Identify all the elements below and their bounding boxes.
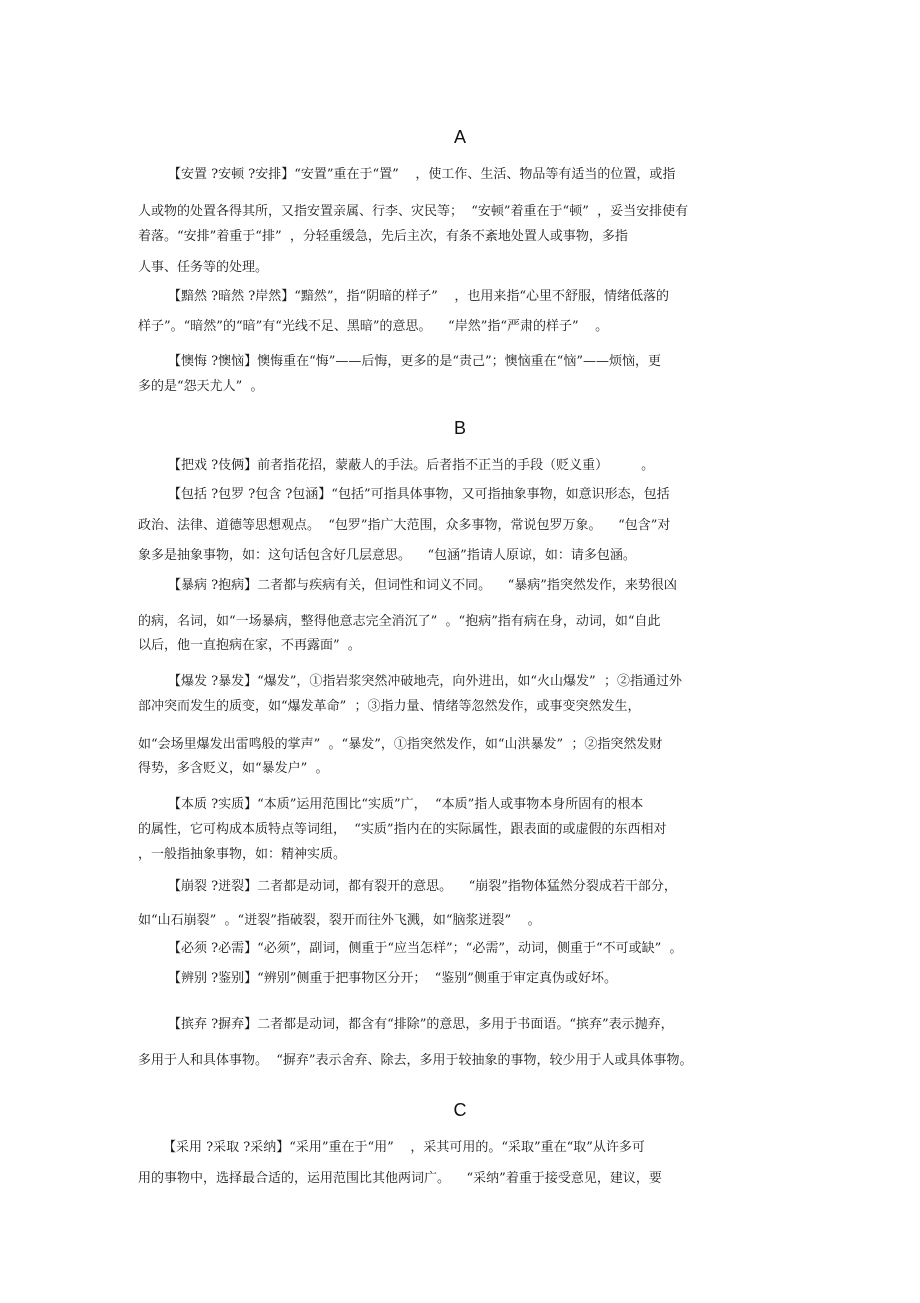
- text-line: 【把戏 ?伎俩】前者指花招，蒙蔽人的手法。后者指不正当的手段（贬义重） 。: [168, 458, 655, 473]
- text-line: 如“山石崩裂” 。“迸裂”指破裂，裂开而往外飞溅，如“脑浆迸裂” 。: [138, 913, 541, 928]
- section-heading-c: C: [453, 1100, 467, 1120]
- text-line: 【采用 ?采取 ?采纳】“采用”重在于“用” ，采其可用的。“采取”重在“取”从许多可: [163, 1140, 645, 1155]
- text-line: 用的事物中，选择最合适的，运用范围比其他两词广。 “采纳”着重于接受意见，建议，要: [138, 1171, 662, 1186]
- text-line: 样子”。“暗然”的“暗”有“光线不足、黑暗”的意思。 “岸然”指“严肃的样子” 。: [138, 319, 609, 334]
- text-line: 得势，多含贬义，如“暴发户” 。: [138, 761, 329, 776]
- text-line: 【摈弃 ?摒弃】二者都是动词，都含有“排除”的意思，多用于书面语。“摈弃”表示抛弃，: [168, 1017, 674, 1032]
- text-line: 的属性，它可构成本质特点等词组， “实质”指内在的实际属性，跟表面的或虚假的东西相对: [138, 822, 667, 837]
- text-line: 【包括 ?包罗 ?包含 ?包涵】“包括”可指具体事物，又可指抽象事物，如意识形态，包括: [168, 487, 670, 502]
- text-line: ，一般指抽象事物，如：精神实质。: [138, 847, 347, 862]
- text-line: 【安置 ?安顿 ?安排】“安置”重在于“置” ，使工作、生活、物品等有适当的位置，或指: [168, 167, 676, 182]
- text-line: 象多是抽象事物，如：这句话包含好几层意思。 “包涵”指请人原谅，如：请多包涵。: [138, 548, 636, 563]
- text-line: 以后，他一直抱病在家，不再露面” 。: [138, 638, 361, 653]
- text-line: 的病，名词，如“一场暴病，整得他意志完全消沉了” 。“抱病”指有病在身，动词，如“自此: [138, 614, 661, 629]
- text-line: 【辨别 ?鉴别】“辨别”侧重于把事物区分开； “鉴别”侧重于审定真伪或好坏。: [168, 971, 617, 986]
- text-line: 政治、法律、道德等思想观点。 “包罗”指广大范围，众多事物，常说包罗万象。 “包含”对: [138, 518, 671, 533]
- section-heading-a: A: [453, 127, 466, 147]
- text-line: 【崩裂 ?迸裂】二者都是动词，都有裂开的意思。 “崩裂”指物体猛然分裂成若干部分，: [168, 879, 677, 894]
- text-line: 多的是“怨天尤人” 。: [138, 379, 264, 394]
- text-line: 【黯然 ?暗然 ?岸然】“黯然”，指“阴暗的样子” ，也用来指“心里不舒服，情绪低落的: [168, 289, 669, 304]
- text-line: 着落。“安排”着重于“排” ，分轻重缓急，先后主次，有条不紊地处置人或事物，多指: [138, 229, 628, 244]
- text-line: 部冲突而发生的质变，如“爆发革命” ；③指力量、情绪等忽然发作，或事变突然发生，: [138, 699, 641, 714]
- text-line: 多用于人和具体事物。 “摒弃”表示舍弃、除去，多用于较抽象的事物，较少用于人或具体事物。: [138, 1053, 693, 1068]
- text-line: 【必须 ?必需】“必须”，副词，侧重于“应当怎样”；“必需”，动词，侧重于“不可或缺” 。: [168, 941, 683, 956]
- text-line: 【本质 ?实质】“本质”运用范围比“实质”广， “本质”指人或事物本身所固有的根本: [168, 797, 644, 812]
- text-line: 【暴病 ?抱病】二者都与疾病有关，但词性和词义不同。 “暴病”指突然发作，来势很凶: [168, 578, 677, 593]
- text-line: 如“会场里爆发出雷鸣般的掌声” 。“暴发”，①指突然发作，如“山洪暴发” ；②指突然发财: [138, 737, 663, 752]
- text-line: 人或物的处置各得其所，又指安置亲属、行李、灾民等； “安顿”着重在于“顿” ，妥当安排使有: [138, 204, 689, 219]
- text-line: 【爆发 ?暴发】“爆发”，①指岩浆突然冲破地壳，向外进出，如“火山爆发” ；②指通过外: [168, 674, 682, 689]
- text-line: 人事、任务等的处理。: [138, 260, 269, 275]
- text-line: 【懊悔 ?懊恼】懊悔重在“悔”——后悔，更多的是“责己”；懊恼重在“恼”——烦恼，更: [168, 354, 661, 369]
- section-heading-b: B: [453, 418, 466, 438]
